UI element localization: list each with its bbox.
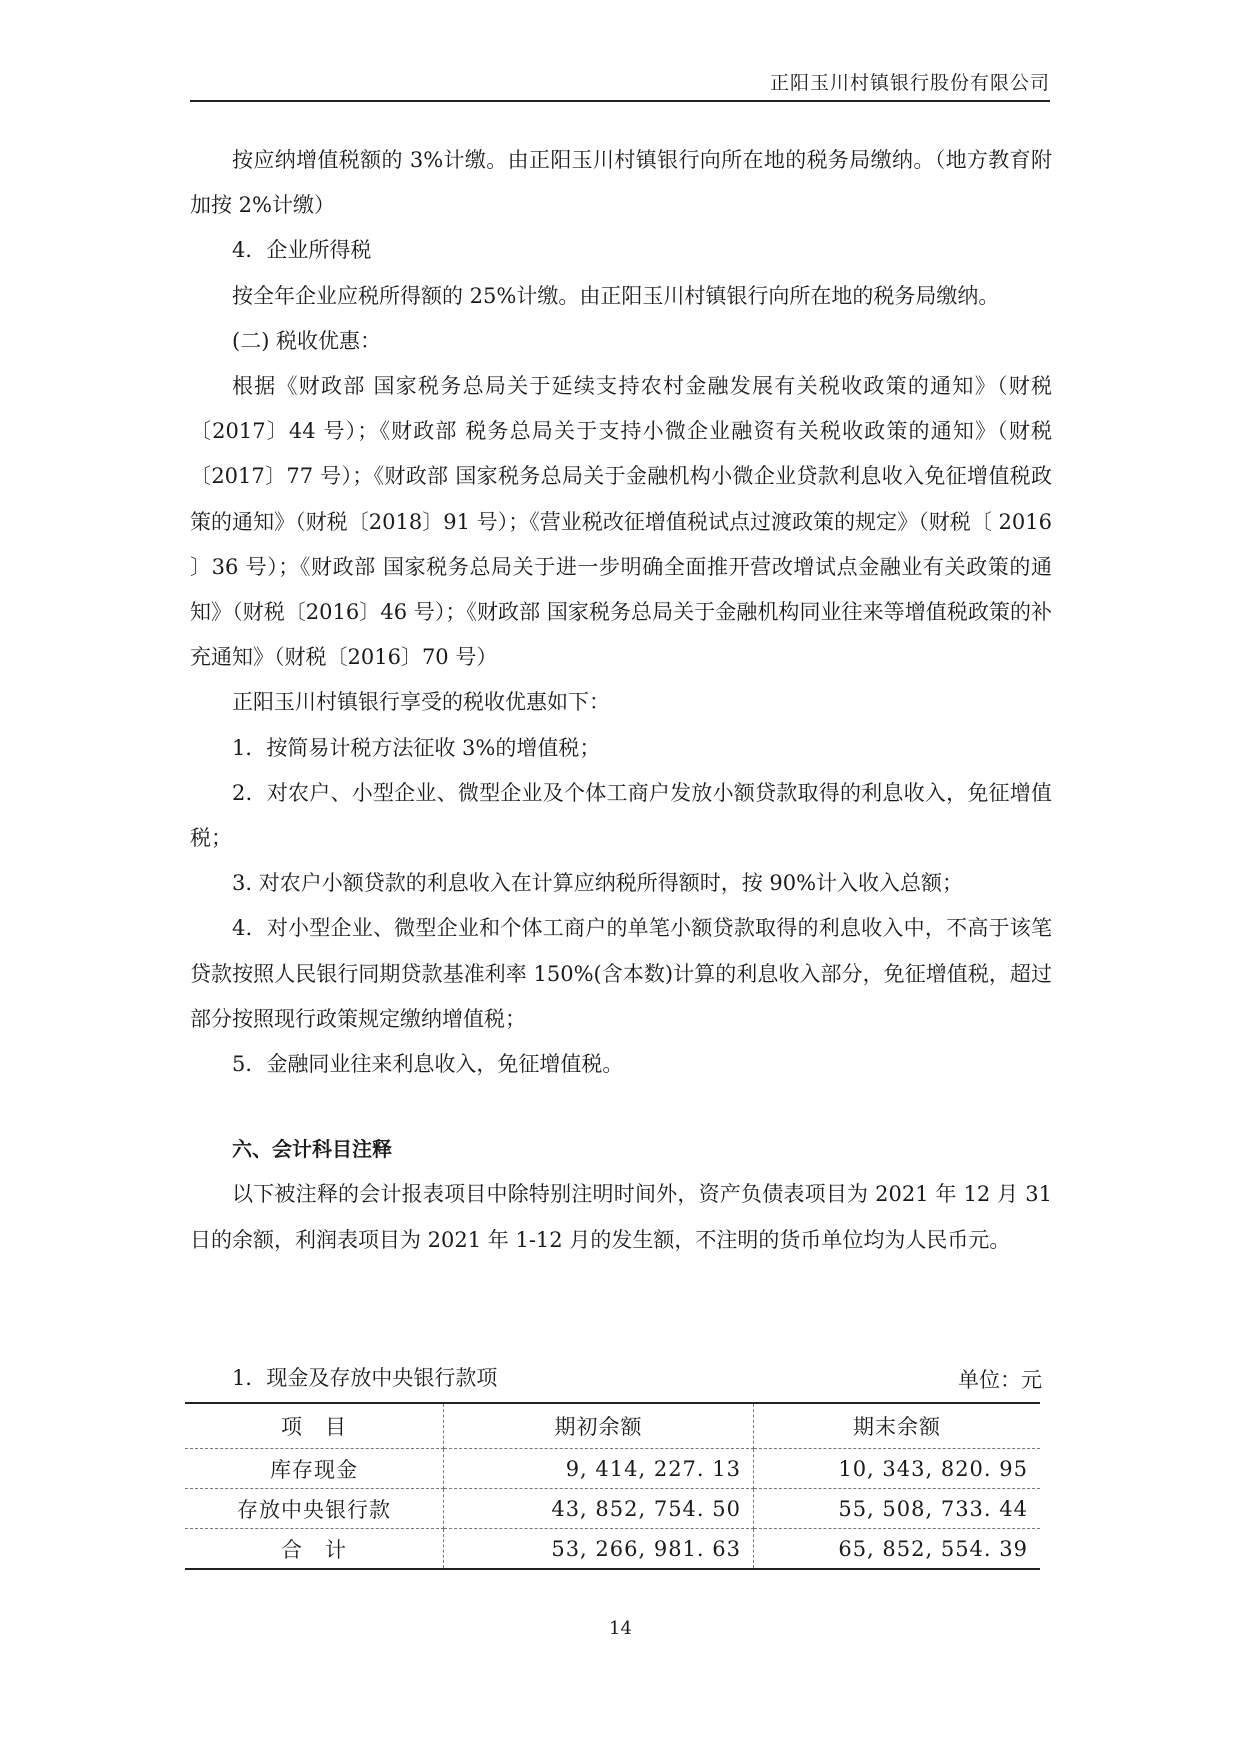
page-header bbox=[190, 66, 1050, 102]
total-label: 合 计 bbox=[185, 1529, 444, 1570]
unit-label: 单位：元 bbox=[958, 1368, 1042, 1392]
paragraph-tax-policies: 根据《财政部 国家税务总局关于延续支持农村金融发展有关税收政策的通知》（财税〔2017〕44 号）；《财政部 税务总局关于支持小微企业融资有关税收政策的通知》（财税〔2017〕77 号）；《财政部 国家税务总局关于金融机构小微企业贷款利息收入免征增值税政策的通知》（财税〔2018〕91 号）；《营业税改征增值税试点过渡政策的规定》（财税〔 2016 〕36 号）；《财政部 国家税务总局关于进一步明确全面推开营改增试点金融业有关政策的通知》（财税〔2016〕46 号）；《财政部 国家税务总局关于金融机构同业往来等增值税政策的补充通知》（财税〔2016〕70 号） bbox=[190, 374, 1052, 670]
company-name: 正阳玉川村镇银行股份有限公司 bbox=[769, 72, 1050, 94]
cash-table bbox=[185, 1402, 1040, 1570]
table-caption bbox=[190, 1362, 1040, 1402]
section-heading: 六、会计科目注释 bbox=[232, 1137, 392, 1162]
table-title: 1．现金及存放中央银行款项 bbox=[232, 1366, 498, 1390]
section-gap bbox=[190, 1087, 1052, 1127]
opening-value: 9, 414, 227. 13 bbox=[444, 1449, 754, 1489]
incentive-item-4: 4．对小型企业、微型企业和个体工商户的单笔小额贷款取得的利息收入中，不高于该笔贷款按照人民银行同期贷款基准利率 150%(含本数)计算的利息收入部分，免征增值税，超过部分按照现行政策规定缴纳增值税； bbox=[190, 916, 1052, 1031]
total-opening-value: 53, 266, 981. 63 bbox=[444, 1529, 754, 1570]
row-label: 库存现金 bbox=[185, 1449, 444, 1489]
closing-value: 10, 343, 820. 95 bbox=[754, 1449, 1041, 1489]
paragraph-education-surcharge: 按应纳增值税额的 3%计缴。由正阳玉川村镇银行向所在地的税务局缴纳。（地方教育附加按 2%计缴） bbox=[190, 148, 1052, 218]
total-closing-value: 65, 852, 554. 39 bbox=[754, 1529, 1041, 1570]
table-total-row bbox=[185, 1529, 1040, 1570]
row-label: 存放中央银行款 bbox=[185, 1489, 444, 1529]
incentive-item-5: 5．金融同业往来利息收入，免征增值税。 bbox=[232, 1052, 624, 1077]
table-row bbox=[185, 1489, 1040, 1529]
page-number: 14 bbox=[609, 1618, 632, 1639]
incentive-item-1: 1．按简易计税方法征收 3%的增值税； bbox=[232, 735, 601, 760]
closing-value: 55, 508, 733. 44 bbox=[754, 1489, 1041, 1529]
header-item: 项 目 bbox=[185, 1403, 444, 1449]
incentive-item-3: 3. 对农户小额贷款的利息收入在计算应纳税所得额时，按 90%计入收入总额； bbox=[232, 871, 964, 896]
section-intro: 以下被注释的会计报表项目中除特别注明时间外，资产负债表项目为 2021 年 12 月 31 日的余额，利润表项目为 2021 年 1-12 月的发生额，不注明的货币单位均为人民币元。 bbox=[190, 1182, 1052, 1252]
paragraph-incentives-intro: 正阳玉川村镇银行享受的税收优惠如下： bbox=[232, 690, 610, 715]
table-row bbox=[185, 1449, 1040, 1489]
header-opening-balance: 期初余额 bbox=[444, 1403, 754, 1449]
heading-corporate-income-tax: 4．企业所得税 bbox=[232, 238, 372, 263]
heading-tax-incentives: (二) 税收优惠： bbox=[232, 328, 382, 353]
body-text bbox=[190, 138, 1052, 1263]
paragraph-income-tax: 按全年企业应税所得额的 25%计缴。由正阳玉川村镇银行向所在地的税务局缴纳。 bbox=[232, 283, 1000, 308]
header-closing-balance: 期末余额 bbox=[754, 1403, 1041, 1449]
table-header-row bbox=[185, 1403, 1040, 1449]
incentive-item-2: 2．对农户、小型企业、微型企业及个体工商户发放小额贷款取得的利息收入，免征增值税； bbox=[190, 780, 1052, 851]
table-bottom-rule bbox=[185, 1568, 1040, 1569]
opening-value: 43, 852, 754. 50 bbox=[444, 1489, 754, 1529]
